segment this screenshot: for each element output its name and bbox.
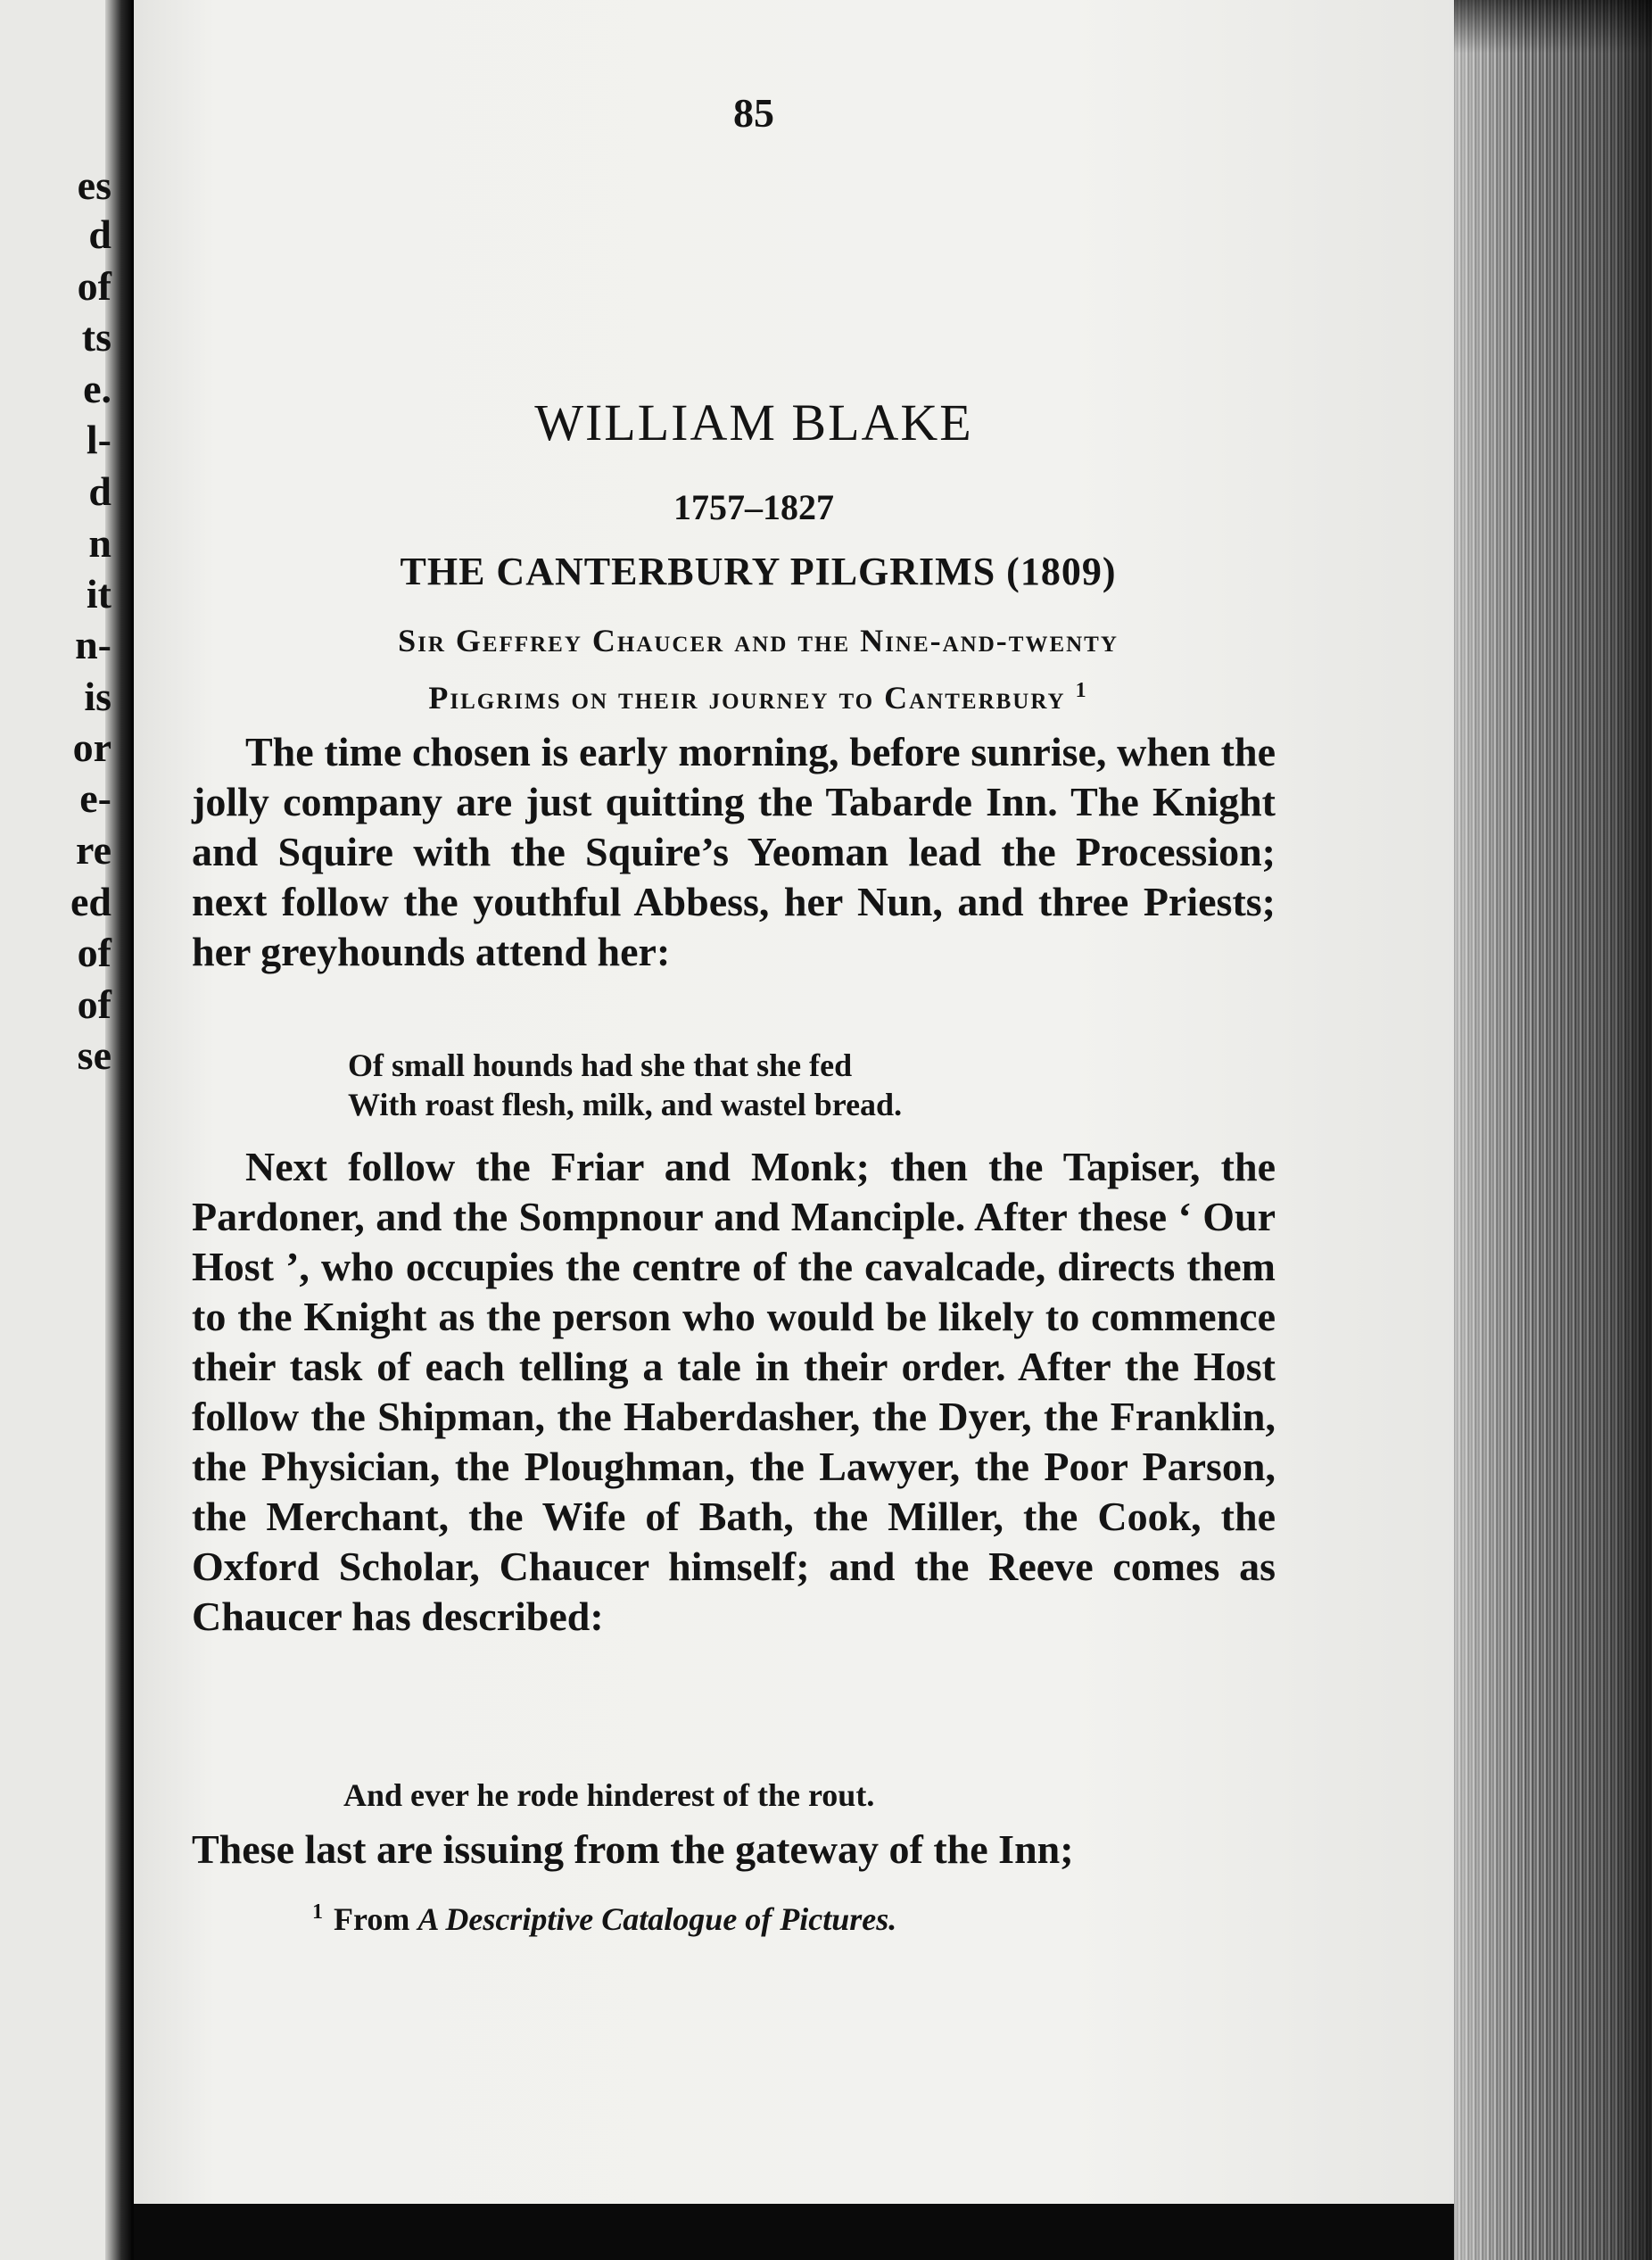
paragraph: These last are issuing from the gateway of the Inn; [192,1826,1074,1872]
footnote-mark: 1 [312,1900,323,1924]
author-heading: WILLIAM BLAKE [534,393,973,451]
facing-page-fragment: d [88,468,112,514]
footnote [312,1900,1204,1938]
verse-line: With roast flesh, milk, and wastel bread. [348,1087,903,1122]
verse-quote [343,1776,1235,1815]
work-title: THE CANTERBURY PILGRIMS (1809) [400,550,1117,593]
facing-page-fragment: ed [70,879,112,924]
footnote-prefix: From [334,1901,410,1937]
work-subtitle [223,616,1293,723]
verse-line: And ever he rode hinderest of the rout. [343,1777,875,1813]
subtitle-line: Sir Geffrey Chaucer and the Nine-and-twenty [398,623,1119,658]
paragraph: Next follow the Friar and Monk; then the Tapiser, the Pardoner, and the Sompnour and Manciple. After these ‘ Our Host ’, who occupies the centre of the cavalcade, directs them to the Knight as the person who would be likely to commence their task of each telling a tale in their order. After the Host follow the Shipman, the Haberdasher, the Dyer, the Franklin, the Physician, the Ploughman, the Lawyer, the Poor Parson, the Merchant, the Wife of Bath, the Miller, the Cook, the Oxford Scholar, Chaucer himself; and the Reeve comes as Chaucer has described: [192,1144,1276,1639]
page-block-shading [1454,0,1652,2260]
facing-page-fragment: of [77,981,112,1027]
facing-page-fragment: d [88,211,112,257]
footnote-reference: 1 [1075,679,1088,702]
author-dates: 1757–1827 [673,487,834,527]
facing-page-fragment: ts [81,314,112,360]
facing-page-fragment: e. [83,366,112,411]
footnote-title: A Descriptive Catalogue of Pictures. [417,1901,897,1937]
verse-quote [348,1046,1240,1124]
subtitle-line [223,666,1293,723]
paragraph: The time chosen is early morning, before sunrise, when the jolly company are just quitting the Tabarde Inn. The Knight and Squire with the Squire’s Yeoman lead the Procession; next follow the youthful Abbess, her Nun, and three Priests; her greyhounds attend her: [192,729,1276,974]
facing-page-fragment: or [72,724,112,770]
page-block-top-shadow [1454,0,1652,54]
page-bottom-shadow [134,2204,1472,2260]
facing-page-fragment: is [84,674,112,719]
facing-page-fragment: l- [86,417,112,462]
facing-page-fragment: re [75,827,112,873]
facing-page-fragment: n- [75,622,112,667]
facing-page-fragment: of [77,930,112,975]
facing-page-fragment: n [88,520,112,566]
page-number: 85 [733,90,774,136]
verse-line: Of small hounds had she that she fed [348,1047,853,1083]
subtitle-line-text: Pilgrims on their journey to Canterbury [428,680,1066,716]
facing-page-fragment: es [77,162,112,208]
facing-page-fragment: se [77,1032,112,1078]
facing-page-fragment: it [86,571,112,617]
facing-page-fragment: of [77,263,112,309]
facing-page-fragment: e- [79,775,112,821]
